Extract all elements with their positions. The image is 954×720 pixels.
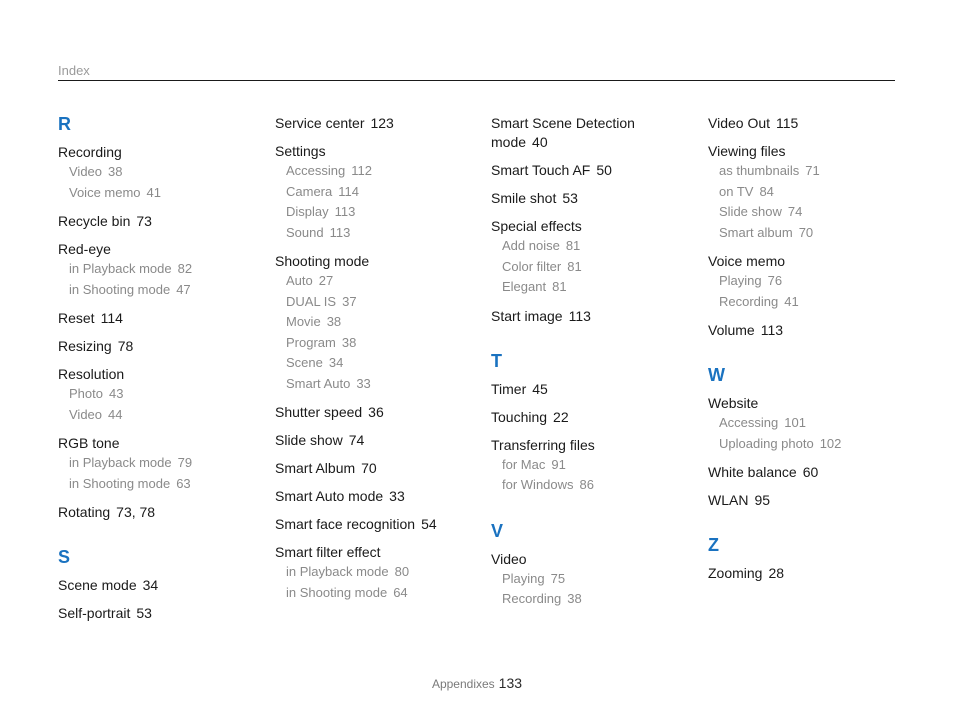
index-term bbox=[58, 503, 258, 522]
index-term bbox=[275, 431, 475, 450]
page-reference: 81 bbox=[567, 258, 582, 274]
index-entry bbox=[708, 142, 908, 243]
index-entry bbox=[275, 403, 475, 422]
index-term bbox=[491, 161, 691, 180]
index-entry bbox=[708, 564, 908, 583]
section-letter: W bbox=[708, 365, 725, 385]
page-reference: 38 bbox=[341, 334, 357, 350]
subentry-text: Playing bbox=[502, 570, 545, 586]
subentry-text: in Playback mode bbox=[286, 564, 389, 579]
term-text: Smart Touch AF bbox=[491, 162, 591, 178]
index-term bbox=[708, 394, 908, 413]
index-term bbox=[58, 240, 258, 259]
index-term bbox=[491, 408, 691, 427]
index-subentry bbox=[275, 562, 475, 583]
term-text: Rotating bbox=[58, 504, 111, 520]
index-term bbox=[275, 515, 475, 534]
index-subentry bbox=[275, 202, 475, 223]
page-reference: 73, 78 bbox=[116, 504, 156, 520]
index-column-3 bbox=[491, 114, 691, 619]
term-text: Recording bbox=[58, 144, 122, 160]
index-term bbox=[275, 543, 475, 562]
index-subentry bbox=[58, 474, 258, 495]
index-subentry bbox=[58, 280, 258, 301]
section-letter: V bbox=[491, 520, 504, 541]
index-subentry bbox=[708, 292, 908, 313]
index-term bbox=[275, 403, 475, 422]
page-reference: 60 bbox=[802, 464, 819, 480]
subentry-text: Auto bbox=[286, 273, 313, 288]
index-term bbox=[58, 576, 258, 595]
page-reference: 113 bbox=[329, 224, 351, 240]
index-subentry bbox=[491, 277, 691, 298]
subentry-text: Elegant bbox=[502, 279, 547, 294]
term-text: Smart Auto mode bbox=[275, 488, 384, 504]
subentry-text: Video bbox=[69, 164, 103, 179]
subentry-text: Sound bbox=[286, 224, 324, 240]
index-term bbox=[491, 189, 691, 208]
term-text: Red-eye bbox=[58, 241, 111, 257]
index-subentry bbox=[275, 333, 475, 354]
page-reference: 43 bbox=[108, 386, 124, 401]
index-subentry bbox=[275, 161, 475, 182]
page-reference: 76 bbox=[767, 273, 783, 288]
index-term bbox=[708, 142, 908, 161]
page-reference: 53 bbox=[562, 190, 578, 206]
subentry-text: Uploading photo bbox=[719, 435, 814, 451]
index-term bbox=[58, 365, 258, 384]
index-subentry bbox=[491, 236, 691, 257]
index-entry bbox=[275, 431, 475, 450]
term-text: Transferring files bbox=[491, 436, 595, 453]
term-text: Smile shot bbox=[491, 190, 557, 206]
index-subentry bbox=[491, 589, 691, 610]
index-subentry bbox=[58, 384, 258, 405]
page-reference: 45 bbox=[532, 380, 548, 397]
page-reference: 64 bbox=[393, 584, 408, 600]
index-subentry bbox=[275, 271, 475, 292]
index-subentry bbox=[275, 182, 475, 203]
section-letter: Z bbox=[708, 535, 719, 555]
index-term bbox=[275, 252, 475, 271]
term-text: Service center bbox=[275, 115, 365, 131]
page-reference: 37 bbox=[342, 293, 357, 309]
index-subentry bbox=[708, 413, 908, 434]
index-subentry bbox=[275, 353, 475, 374]
index-entry bbox=[58, 240, 258, 300]
index-entry bbox=[58, 365, 258, 425]
index-entry bbox=[275, 515, 475, 534]
page-footer bbox=[0, 675, 954, 691]
term-text: White balance bbox=[708, 464, 797, 480]
index-term bbox=[275, 459, 475, 478]
subentry-text: Video bbox=[69, 406, 103, 422]
index-subentry bbox=[708, 434, 908, 455]
index-term bbox=[275, 487, 475, 506]
subentry-text: Recording bbox=[719, 293, 779, 309]
page-reference: 38 bbox=[108, 164, 123, 179]
index-entry bbox=[58, 143, 258, 203]
index-term bbox=[708, 463, 908, 482]
index-term bbox=[275, 114, 475, 133]
index-term bbox=[491, 436, 691, 455]
term-text: Zooming bbox=[708, 565, 763, 581]
page-reference: 34 bbox=[328, 355, 344, 370]
index-entry bbox=[58, 503, 258, 522]
page-number: 133 bbox=[498, 675, 523, 691]
page-reference: 73 bbox=[136, 213, 152, 229]
index-term bbox=[58, 309, 258, 328]
page-reference: 82 bbox=[177, 261, 193, 276]
index-entry bbox=[275, 142, 475, 243]
page-reference: 41 bbox=[784, 293, 799, 309]
index-entry bbox=[708, 252, 908, 312]
subentry-text: for Mac bbox=[502, 456, 546, 472]
index-term bbox=[491, 114, 691, 152]
index-entry bbox=[708, 394, 908, 454]
page-reference: 91 bbox=[551, 456, 566, 472]
page-reference: 78 bbox=[117, 338, 134, 354]
index-term bbox=[491, 380, 691, 399]
page-reference: 70 bbox=[361, 460, 377, 476]
section-letter: T bbox=[491, 350, 502, 371]
index-entry bbox=[708, 321, 908, 340]
index-entry bbox=[275, 252, 475, 394]
term-text: Volume bbox=[708, 322, 755, 338]
index-term bbox=[708, 491, 908, 510]
subentry-text: Accessing bbox=[286, 163, 346, 178]
index-entry bbox=[58, 604, 258, 623]
page-reference: 71 bbox=[805, 163, 820, 178]
index-entry bbox=[491, 436, 691, 496]
index-subentry bbox=[58, 183, 258, 204]
index-entry bbox=[491, 307, 691, 326]
subentry-text: for Windows bbox=[502, 477, 574, 492]
page-reference: 27 bbox=[318, 273, 334, 288]
term-text: Website bbox=[708, 395, 759, 411]
index-subentry bbox=[275, 292, 475, 313]
subentry-text: Photo bbox=[69, 386, 103, 401]
term-text: Touching bbox=[491, 408, 548, 425]
term-text: Smart face recognition bbox=[275, 516, 416, 532]
term-text: RGB tone bbox=[58, 435, 120, 451]
page-reference: 81 bbox=[565, 238, 581, 253]
term-text: Shooting mode bbox=[275, 253, 370, 269]
page-reference: 114 bbox=[100, 310, 123, 326]
index-entry bbox=[275, 543, 475, 603]
page-reference: 50 bbox=[596, 162, 612, 178]
term-text: Special effects bbox=[491, 218, 582, 234]
page-reference: 36 bbox=[368, 404, 384, 420]
page-reference: 28 bbox=[768, 565, 785, 581]
index-entry bbox=[491, 161, 691, 180]
index-subentry bbox=[491, 475, 691, 496]
page-reference: 33 bbox=[356, 375, 371, 391]
index-term bbox=[708, 321, 908, 340]
page-reference: 33 bbox=[389, 488, 405, 504]
index-column-4 bbox=[708, 114, 908, 592]
index-term bbox=[58, 434, 258, 453]
page-reference: 79 bbox=[177, 455, 193, 470]
term-text: WLAN bbox=[708, 492, 749, 508]
index-entry bbox=[491, 550, 691, 610]
section-letter: S bbox=[58, 547, 71, 567]
index-term bbox=[708, 252, 908, 271]
term-text: Recycle bin bbox=[58, 213, 131, 229]
index-entry bbox=[491, 408, 691, 427]
index-entry bbox=[708, 463, 908, 482]
index-subentry bbox=[58, 259, 258, 280]
index-entry bbox=[491, 217, 691, 298]
page-reference: 123 bbox=[370, 115, 394, 131]
page-reference: 40 bbox=[532, 134, 548, 150]
subentry-text: Smart Auto bbox=[286, 375, 351, 391]
index-entry bbox=[491, 114, 691, 152]
page-reference: 22 bbox=[553, 408, 569, 425]
index-subentry bbox=[275, 312, 475, 333]
index-subentry bbox=[708, 223, 908, 244]
page-reference: 63 bbox=[176, 475, 191, 491]
page-reference: 101 bbox=[784, 415, 806, 430]
subentry-text: Color filter bbox=[502, 258, 562, 274]
index-term bbox=[491, 217, 691, 236]
index-entry bbox=[58, 337, 258, 356]
section-letter: R bbox=[58, 114, 71, 134]
page-reference: 53 bbox=[136, 605, 152, 621]
page-reference: 75 bbox=[550, 570, 566, 586]
index-entry bbox=[275, 114, 475, 133]
subentry-text: Accessing bbox=[719, 415, 779, 430]
page-reference: 70 bbox=[798, 224, 814, 240]
index-subentry bbox=[708, 182, 908, 203]
subentry-text: Recording bbox=[502, 591, 562, 606]
index-subentry bbox=[708, 202, 908, 223]
subentry-text: Display bbox=[286, 204, 329, 219]
page-reference: 47 bbox=[176, 281, 191, 297]
term-text: Smart filter effect bbox=[275, 544, 381, 560]
subentry-text: as thumbnails bbox=[719, 163, 800, 178]
index-subentry bbox=[58, 162, 258, 183]
page-reference: 86 bbox=[579, 477, 594, 492]
index-entry bbox=[58, 309, 258, 328]
index-entry bbox=[58, 212, 258, 231]
index-term bbox=[58, 212, 258, 231]
index-subentry bbox=[491, 455, 691, 476]
page-reference: 54 bbox=[421, 516, 437, 532]
subentry-text: in Shooting mode bbox=[69, 475, 171, 491]
page-reference: 102 bbox=[819, 435, 842, 451]
index-subentry bbox=[275, 223, 475, 244]
footer-section: Appendixes bbox=[431, 677, 495, 691]
index-entry bbox=[58, 576, 258, 595]
index-subentry bbox=[708, 271, 908, 292]
index-column-2 bbox=[275, 114, 475, 612]
term-text: Reset bbox=[58, 310, 95, 326]
index-subentry bbox=[491, 257, 691, 278]
term-text: Video Out bbox=[708, 115, 771, 131]
term-text: Video bbox=[491, 550, 527, 567]
subentry-text: Add noise bbox=[502, 238, 560, 253]
subentry-text: Playing bbox=[719, 273, 762, 288]
subentry-text: in Shooting mode bbox=[69, 281, 171, 297]
page-reference: 81 bbox=[552, 279, 567, 294]
subentry-text: Slide show bbox=[719, 204, 782, 219]
subentry-text: in Playback mode bbox=[69, 455, 172, 470]
subentry-text: in Playback mode bbox=[69, 261, 172, 276]
index-subentry bbox=[58, 405, 258, 426]
index-entry bbox=[708, 114, 908, 133]
index-entry bbox=[275, 487, 475, 506]
index-term bbox=[708, 114, 908, 133]
page-reference: 74 bbox=[348, 432, 365, 448]
subentry-text: Voice memo bbox=[69, 184, 141, 200]
term-text: Self-portrait bbox=[58, 605, 131, 621]
index-column-1 bbox=[58, 114, 258, 632]
index-subentry bbox=[708, 161, 908, 182]
subentry-text: Movie bbox=[286, 314, 321, 329]
subentry-text: DUAL IS bbox=[286, 293, 337, 309]
term-text: Start image bbox=[491, 307, 563, 324]
index-entry bbox=[58, 434, 258, 494]
index-subentry bbox=[58, 453, 258, 474]
term-text: Smart Album bbox=[275, 460, 356, 476]
index-subentry bbox=[275, 583, 475, 604]
term-text: Voice memo bbox=[708, 253, 786, 269]
page-reference: 115 bbox=[776, 115, 799, 131]
subentry-text: Scene bbox=[286, 355, 323, 370]
index-entry bbox=[275, 459, 475, 478]
index-term bbox=[491, 307, 691, 326]
index-term bbox=[275, 142, 475, 161]
page-reference: 38 bbox=[567, 591, 582, 606]
term-text: Timer bbox=[491, 380, 527, 397]
header-label: Index bbox=[58, 63, 90, 78]
page-reference: 38 bbox=[326, 314, 342, 329]
page-reference: 80 bbox=[394, 564, 410, 579]
term-text: Settings bbox=[275, 143, 326, 159]
term-text: Shutter speed bbox=[275, 404, 363, 420]
subentry-text: Smart album bbox=[719, 224, 793, 240]
page-reference: 114 bbox=[338, 183, 359, 199]
page-reference: 74 bbox=[787, 204, 803, 219]
index-entry bbox=[491, 380, 691, 399]
term-text: Resolution bbox=[58, 366, 125, 382]
page-reference: 84 bbox=[759, 183, 774, 199]
index-term bbox=[708, 564, 908, 583]
page-reference: 113 bbox=[760, 322, 784, 338]
term-text: Resizing bbox=[58, 338, 112, 354]
index-subentry bbox=[275, 374, 475, 395]
index-entry bbox=[491, 189, 691, 208]
page-reference: 113 bbox=[568, 307, 591, 324]
page-reference: 41 bbox=[146, 184, 162, 200]
subentry-text: Program bbox=[286, 334, 336, 350]
page-reference: 95 bbox=[754, 492, 771, 508]
page-reference: 113 bbox=[334, 204, 356, 219]
index-term bbox=[58, 604, 258, 623]
subentry-text: in Shooting mode bbox=[286, 584, 388, 600]
page-reference: 112 bbox=[351, 163, 372, 178]
page-header bbox=[58, 62, 895, 81]
subentry-text: on TV bbox=[719, 183, 754, 199]
term-text: Viewing files bbox=[708, 143, 786, 159]
page-reference: 44 bbox=[108, 406, 123, 422]
term-text: Slide show bbox=[275, 432, 343, 448]
index-subentry bbox=[491, 569, 691, 590]
term-text: Smart Scene Detection mode bbox=[491, 115, 635, 150]
index-term bbox=[58, 143, 258, 162]
index-term bbox=[58, 337, 258, 356]
page-reference: 34 bbox=[142, 577, 159, 593]
term-text: Scene mode bbox=[58, 577, 137, 593]
index-term bbox=[491, 550, 691, 569]
subentry-text: Camera bbox=[286, 183, 333, 199]
index-entry bbox=[708, 491, 908, 510]
